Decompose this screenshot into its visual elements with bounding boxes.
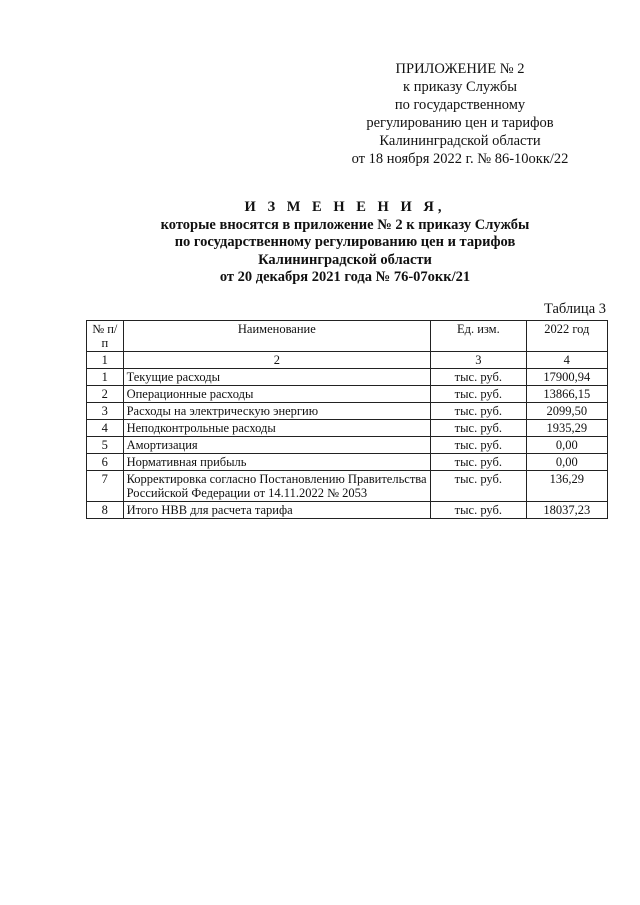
appendix-line: ПРИЛОЖЕНИЕ № 2 bbox=[395, 61, 525, 77]
appendix-line: от 18 ноября 2022 г. № 86-10окк/22 bbox=[351, 151, 569, 167]
header-value: 2022 год bbox=[526, 321, 607, 352]
table-header-row bbox=[87, 321, 608, 352]
column-index-row bbox=[87, 352, 608, 369]
row-value: 0,00 bbox=[526, 454, 607, 471]
table-row bbox=[87, 403, 608, 420]
heading-line: которые вносятся в приложение № 2 к приказу Службы bbox=[160, 216, 530, 233]
header-num: № п/п bbox=[87, 321, 124, 352]
row-name: Корректировка согласно Постановлению Правительства Российской Федерации от 14.11.2022 № 2053 bbox=[123, 471, 431, 502]
table-row bbox=[87, 502, 608, 519]
row-num: 7 bbox=[87, 471, 124, 502]
header-name: Наименование bbox=[123, 321, 431, 352]
row-unit: тыс. руб. bbox=[431, 437, 527, 454]
heading-line: по государственному регулированию цен и тарифов bbox=[174, 234, 516, 250]
row-num: 3 bbox=[87, 403, 124, 420]
row-num: 4 bbox=[87, 420, 124, 437]
row-value: 18037,23 bbox=[526, 502, 607, 519]
heading-line: Калининградской области bbox=[258, 251, 432, 268]
table-row bbox=[87, 420, 608, 437]
row-name: Текущие расходы bbox=[123, 369, 431, 386]
row-name: Нормативная прибыль bbox=[123, 454, 431, 471]
row-unit: тыс. руб. bbox=[431, 502, 527, 519]
header-unit: Ед. изм. bbox=[431, 321, 527, 352]
document-heading bbox=[110, 199, 580, 287]
heading-line: от 20 декабря 2021 года № 76-07окк/21 bbox=[219, 269, 471, 285]
row-unit: тыс. руб. bbox=[431, 369, 527, 386]
table-row bbox=[87, 369, 608, 386]
row-num: 8 bbox=[87, 502, 124, 519]
row-name: Операционные расходы bbox=[123, 386, 431, 403]
row-name: Итого НВВ для расчета тарифа bbox=[123, 502, 431, 519]
appendix-line: регулированию цен и тарифов bbox=[366, 115, 554, 131]
row-unit: тыс. руб. bbox=[431, 403, 527, 420]
row-value: 0,00 bbox=[526, 437, 607, 454]
appendix-block bbox=[320, 60, 600, 168]
row-name: Неподконтрольные расходы bbox=[123, 420, 431, 437]
row-name: Амортизация bbox=[123, 437, 431, 454]
column-index: 2 bbox=[123, 352, 431, 369]
row-unit: тыс. руб. bbox=[431, 471, 527, 502]
row-name: Расходы на электрическую энергию bbox=[123, 403, 431, 420]
row-num: 1 bbox=[87, 369, 124, 386]
column-index: 4 bbox=[526, 352, 607, 369]
row-unit: тыс. руб. bbox=[431, 454, 527, 471]
table-row bbox=[87, 386, 608, 403]
column-index: 3 bbox=[431, 352, 527, 369]
row-unit: тыс. руб. bbox=[431, 386, 527, 403]
column-index: 1 bbox=[87, 352, 124, 369]
row-value: 13866,15 bbox=[526, 386, 607, 403]
row-num: 5 bbox=[87, 437, 124, 454]
row-num: 2 bbox=[87, 386, 124, 403]
row-unit: тыс. руб. bbox=[431, 420, 527, 437]
appendix-line: Калининградской области bbox=[379, 133, 541, 149]
appendix-line: по государственному bbox=[394, 97, 526, 113]
appendix-line: к приказу Службы bbox=[403, 79, 517, 95]
table-row bbox=[87, 471, 608, 502]
table-caption: Таблица 3 bbox=[543, 301, 606, 317]
row-value: 2099,50 bbox=[526, 403, 607, 420]
row-value: 17900,94 bbox=[526, 369, 607, 386]
table-row bbox=[87, 437, 608, 454]
row-value: 136,29 bbox=[526, 471, 607, 502]
heading-title: И З М Е Н Е Н И Я, bbox=[244, 199, 446, 215]
row-num: 6 bbox=[87, 454, 124, 471]
tariff-table bbox=[86, 320, 608, 519]
row-value: 1935,29 bbox=[526, 420, 607, 437]
table-row bbox=[87, 454, 608, 471]
